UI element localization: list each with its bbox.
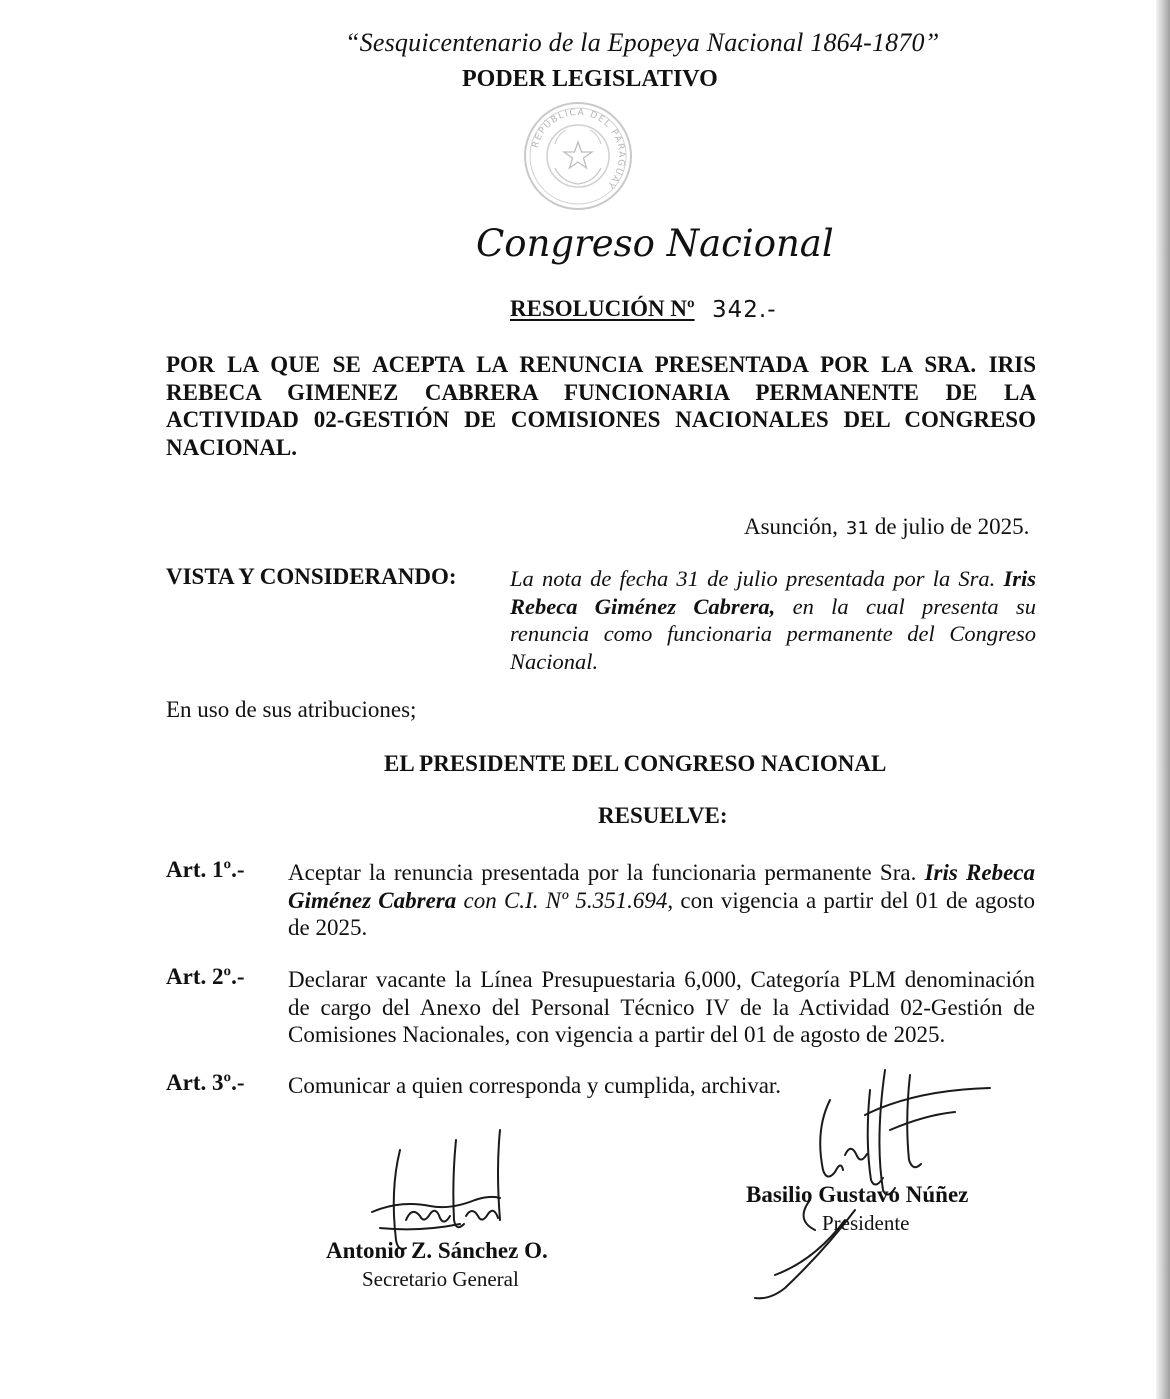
article-3-text: Comunicar a quien corresponda y cumplida, archivar. xyxy=(288,1073,782,1098)
article-1-label: Art. 1º.- xyxy=(166,857,245,882)
date-rest: de julio de 2025. xyxy=(874,514,1030,539)
resolution-subject: POR LA QUE SE ACEPTA LA RENUNCIA PRESENTADA POR LA SRA. IRIS REBECA GIMENEZ CABRERA FUNCIONARIA PERMANENTE DE LA ACTIVIDAD 02-GESTIÓN DE COMISIONES NACIONALES DEL CONGRESO NACIONAL. xyxy=(166,352,1036,460)
considerando-label: VISTA Y CONSIDERANDO: xyxy=(166,564,457,589)
considerando-text-after: en la cual presenta su renuncia como funcionaria permanente del Congreso Nacional. xyxy=(510,593,1037,674)
date-place: Asunción, xyxy=(744,514,838,539)
place-date xyxy=(744,514,1029,540)
signer-1-name: Antonio Z. Sánchez O. xyxy=(326,1238,548,1263)
resolution-label: RESOLUCIÓN Nº xyxy=(510,296,695,321)
signer-2-role: Presidente xyxy=(822,1211,910,1235)
article-1-name: Iris Rebeca Giménez Cabrera xyxy=(288,860,1036,913)
page-edge-shadow xyxy=(1156,0,1170,1399)
authority-heading: EL PRESIDENTE DEL CONGRESO NACIONAL xyxy=(384,751,887,776)
considerando-text-before: La nota de fecha 31 de julio presentada por la Sra. xyxy=(510,566,996,591)
date-day-handwritten: 31 xyxy=(845,518,869,539)
article-1-text xyxy=(288,859,1035,942)
header-motto: “Sesquicentenario de la Epopeya Nacional 1864-1870” xyxy=(345,28,940,57)
considerando-text xyxy=(510,565,1036,675)
article-1-ci: con C.I. Nº 5.351.694 xyxy=(463,887,668,913)
resuelve-heading: RESUELVE: xyxy=(598,803,728,828)
article-1-text-b: , con vigencia a partir del 01 de agosto de 2025. xyxy=(288,887,1036,940)
national-seal-icon xyxy=(522,100,634,212)
resolution-number: 342.- xyxy=(712,297,777,323)
institution-title: Congreso Nacional xyxy=(476,222,834,265)
svg-text:REPÚBLICA DEL PARAGUAY: REPÚBLICA DEL PARAGUAY xyxy=(530,107,627,191)
header-branch: PODER LEGISLATIVO xyxy=(462,66,718,92)
article-1-text-a: Aceptar la renuncia presentada por la funcionaria permanente Sra. xyxy=(288,860,917,885)
article-2-label: Art. 2º.- xyxy=(166,964,245,989)
signer-2-name: Basilio Gustavo Núñez xyxy=(746,1182,969,1207)
signer-1-role: Secretario General xyxy=(362,1267,519,1291)
considerando-name: Iris Rebeca Giménez Cabrera, xyxy=(510,566,1037,619)
article-2-text: Declarar vacante la Línea Presupuestaria 6,000, Categoría PLM denominación de cargo del Anexo del Personal Técnico IV de la Actividad 02-Gestión de Comisiones Nacionales, con vigencia a partir del 01 de agosto de 2025. xyxy=(288,967,1035,1047)
atribuciones-line: En uso de sus atribuciones; xyxy=(166,697,417,722)
article-3-label: Art. 3º.- xyxy=(166,1070,245,1095)
